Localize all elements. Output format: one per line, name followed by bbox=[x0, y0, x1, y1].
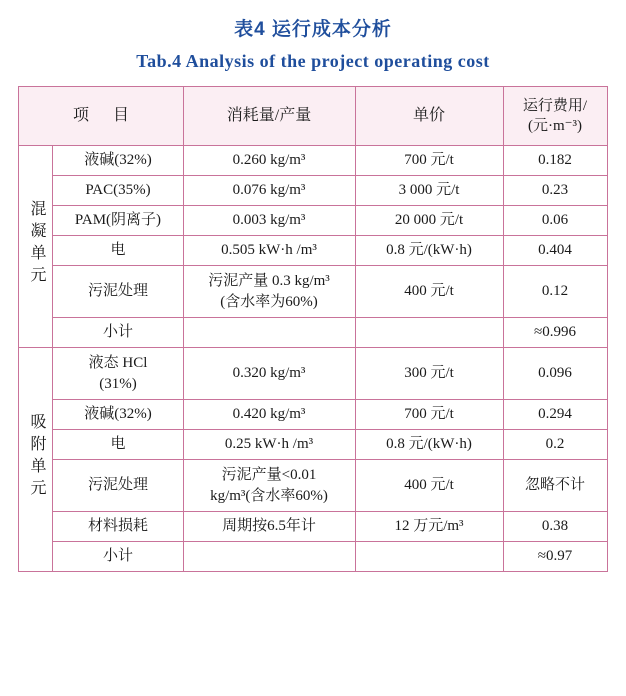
row-name: 电 bbox=[53, 236, 183, 266]
row-consumption: 周期按6.5年计 bbox=[183, 512, 355, 542]
row-fee: 0.182 bbox=[503, 146, 607, 176]
table-row bbox=[19, 236, 607, 266]
row-price: 12 万元/m³ bbox=[355, 512, 503, 542]
table-row bbox=[19, 512, 607, 542]
row-price bbox=[355, 542, 503, 572]
row-name: 材料损耗 bbox=[53, 512, 183, 542]
row-fee: 0.096 bbox=[503, 348, 607, 400]
table-row bbox=[19, 176, 607, 206]
row-fee: ≈0.97 bbox=[503, 542, 607, 572]
row-consumption: 0.505 kW·h /m³ bbox=[183, 236, 355, 266]
header-operating-cost-line1: 运行费用/ bbox=[522, 97, 588, 114]
row-consumption bbox=[183, 460, 355, 512]
row-consumption-line1: 污泥产量 0.3 kg/m³ bbox=[208, 272, 330, 289]
table-header-row bbox=[19, 87, 607, 146]
row-name: 小计 bbox=[53, 542, 183, 572]
row-fee: 0.294 bbox=[503, 400, 607, 430]
group-label-adsorption: 吸附单元 bbox=[19, 348, 53, 572]
row-price: 20 000 元/t bbox=[355, 206, 503, 236]
row-name: 污泥处理 bbox=[53, 266, 183, 318]
row-name-line2: (31%) bbox=[99, 375, 137, 392]
table-title-en: Tab.4 Analysis of the project operating cost bbox=[136, 51, 490, 71]
row-fee: 0.404 bbox=[503, 236, 607, 266]
group-label-coagulation: 混凝单元 bbox=[19, 146, 53, 348]
row-consumption: 0.076 kg/m³ bbox=[183, 176, 355, 206]
table-row bbox=[19, 318, 607, 348]
row-price bbox=[355, 318, 503, 348]
header-operating-cost-line2: (元·m⁻³) bbox=[527, 118, 583, 134]
header-operating-cost bbox=[503, 87, 607, 146]
row-fee: 0.2 bbox=[503, 430, 607, 460]
table-page bbox=[0, 14, 626, 696]
table-row bbox=[19, 348, 607, 400]
row-name: 液碱(32%) bbox=[53, 400, 183, 430]
row-consumption: 0.320 kg/m³ bbox=[183, 348, 355, 400]
header-item-label: 项 目 bbox=[72, 107, 139, 124]
row-fee: ≈0.996 bbox=[503, 318, 607, 348]
table-title-cn: 表4 运行成本分析 bbox=[234, 19, 392, 40]
row-consumption-line2: kg/m³(含水率60%) bbox=[210, 487, 328, 504]
header-item bbox=[19, 87, 183, 146]
row-price: 700 元/t bbox=[355, 400, 503, 430]
row-name: 电 bbox=[53, 430, 183, 460]
row-name: PAM(阴离子) bbox=[53, 206, 183, 236]
row-consumption: 0.25 kW·h /m³ bbox=[183, 430, 355, 460]
row-price: 400 元/t bbox=[355, 460, 503, 512]
row-consumption bbox=[183, 266, 355, 318]
row-price: 700 元/t bbox=[355, 146, 503, 176]
table-row bbox=[19, 542, 607, 572]
row-consumption bbox=[183, 318, 355, 348]
table-row bbox=[19, 460, 607, 512]
row-name bbox=[53, 348, 183, 400]
row-price: 300 元/t bbox=[355, 348, 503, 400]
row-name: 液碱(32%) bbox=[53, 146, 183, 176]
header-consumption: 消耗量/产量 bbox=[183, 87, 355, 146]
table-row bbox=[19, 400, 607, 430]
table-row bbox=[19, 430, 607, 460]
row-name: 污泥处理 bbox=[53, 460, 183, 512]
row-fee: 忽略不计 bbox=[503, 460, 607, 512]
row-fee: 0.12 bbox=[503, 266, 607, 318]
row-consumption-line1: 污泥产量<0.01 bbox=[221, 466, 317, 483]
row-consumption: 0.003 kg/m³ bbox=[183, 206, 355, 236]
row-fee: 0.38 bbox=[503, 512, 607, 542]
row-price: 400 元/t bbox=[355, 266, 503, 318]
row-price: 0.8 元/(kW·h) bbox=[355, 236, 503, 266]
row-name: PAC(35%) bbox=[53, 176, 183, 206]
row-consumption-line2: (含水率为60%) bbox=[220, 293, 318, 310]
operating-cost-table bbox=[18, 86, 607, 572]
table-row bbox=[19, 146, 607, 176]
table-body bbox=[19, 146, 607, 572]
header-unit-price: 单价 bbox=[355, 87, 503, 146]
table-row bbox=[19, 206, 607, 236]
table-header bbox=[19, 87, 607, 146]
row-consumption: 0.260 kg/m³ bbox=[183, 146, 355, 176]
row-fee: 0.06 bbox=[503, 206, 607, 236]
row-consumption bbox=[183, 542, 355, 572]
row-price: 3 000 元/t bbox=[355, 176, 503, 206]
row-fee: 0.23 bbox=[503, 176, 607, 206]
table-row bbox=[19, 266, 607, 318]
row-name-line1: 液态 HCl bbox=[88, 354, 148, 371]
row-name: 小计 bbox=[53, 318, 183, 348]
row-price: 0.8 元/(kW·h) bbox=[355, 430, 503, 460]
row-consumption: 0.420 kg/m³ bbox=[183, 400, 355, 430]
